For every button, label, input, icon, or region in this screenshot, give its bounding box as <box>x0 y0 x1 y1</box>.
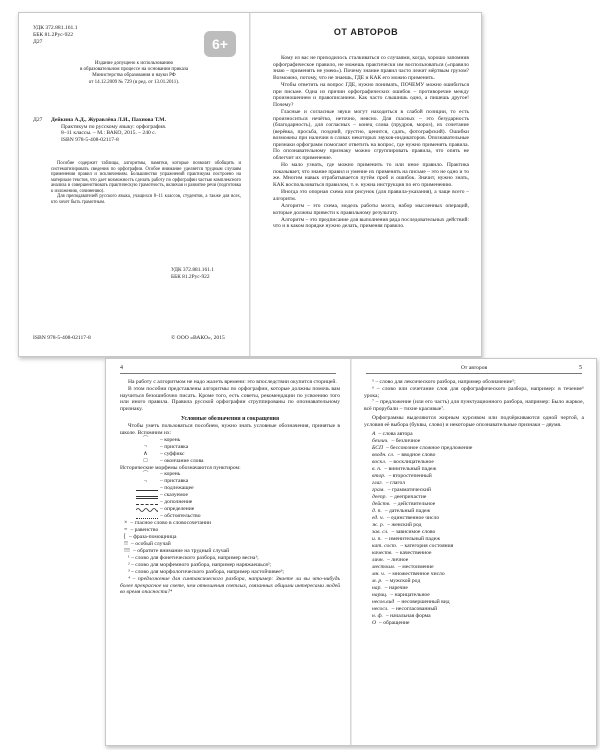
highlight-note: Орфограммы выделяются жирным курсивом или подчёркиваются одной чертой, а условия её выбора (буквы, слово) и некоторые опознавательные признаки – двумя. <box>364 414 584 428</box>
abbreviation-row <box>372 578 584 585</box>
page-number: 4 <box>120 365 123 371</box>
footnote-mark-line: ⁶ – слово или сочетание слов для орфографического разбора, например: в течение⁶ урока; <box>364 385 584 399</box>
legend-item <box>120 437 340 444</box>
legend-label: – суффикс <box>160 450 185 457</box>
top-spread <box>18 12 482 357</box>
abbreviation-row <box>372 620 584 627</box>
syntax-legend <box>120 485 340 520</box>
legend-label: – подлежащее <box>160 485 194 492</box>
bbk-line: ББК 81.2Рус-922 <box>171 273 210 280</box>
abbreviation-definition: – зависимое слово <box>391 528 436 535</box>
abbreviation-row <box>372 550 584 557</box>
suffix-caret-icon: ∧ <box>143 451 148 458</box>
double-exclamation-icon: !! <box>124 541 128 548</box>
preface-paragraph: Алгоритм – это схема, модель работы мозга, набор мысленных операций, которые должны привести к правильному результату. <box>273 203 469 216</box>
abbreviation-row <box>372 452 584 459</box>
legend-lead: Чтобы уметь пользоваться пособием, нужно знать условные обозначения, принятые в школе. Вспомним их: <box>120 422 340 436</box>
legend-heading: Условные обозначения и сокращения <box>180 415 280 422</box>
legend-label: – обстоятельство <box>160 513 201 520</box>
bib-title: Практикум по русскому языку: орфография. <box>61 123 167 130</box>
page-5 <box>352 359 596 745</box>
section-title: ОТ АВТОРОВ <box>333 27 399 37</box>
abbreviation-term: А <box>372 430 376 437</box>
preface-paragraph: Но мало узнать, где можно применить то или иное правило. Практика показывает, что знание правил и умение их применять на письме – это не одно и то же. Многим навык отрабатывается путём проб и ошибок. Значит, нужно знать, КАК воспользоваться правилом, т. е. нужна инструкция по его применению. <box>273 162 469 188</box>
annotation <box>51 161 241 205</box>
ending-box-icon: □ <box>143 458 148 465</box>
footnote-mark-line: ⁷ – предложение (или его часть) для пунктуационного разбора, например: Было жаркое, всё прорубали – тихие красивые⁷. <box>364 399 584 413</box>
legend-label: – дополнение <box>160 499 193 506</box>
page-4 <box>106 359 350 745</box>
abbreviation-definition: – женский род <box>387 521 422 528</box>
udk-line: УДК 372.881.161.1 <box>33 25 78 31</box>
abbreviation-definition: – несовершенный вид <box>397 598 450 605</box>
double-underline-icon <box>136 493 158 499</box>
abbreviation-term: вводн. сл. <box>372 451 395 458</box>
abbreviation-term: н. ф. <box>372 612 383 619</box>
abbreviation-term: действ. <box>372 500 391 507</box>
bib-authors: Дейкина А.Д., Журавлёва Л.И., Пахнова Т.М. <box>51 117 166 123</box>
abbreviation-term: БСП <box>372 444 384 451</box>
footnote-mark-line: ¹ – слово для фонетического разбора, например весна¹; <box>128 555 259 562</box>
abbreviation-definition: – бессоюзное сложное предложение <box>386 444 473 451</box>
abbreviation-definition: – единственное число <box>387 514 440 521</box>
abbreviation-row <box>372 466 584 473</box>
abbreviation-term: воскл. <box>372 458 387 465</box>
legend-item <box>120 485 340 492</box>
abbreviation-row <box>372 445 584 452</box>
approval-line: в образовательном процессе на основании приказа <box>79 67 189 73</box>
udk-line: УДК 372.881.161.1 <box>171 267 214 273</box>
abbreviation-term: местоим. <box>372 563 396 570</box>
abbreviation-row <box>372 438 584 445</box>
abbreviation-row <box>372 564 584 571</box>
abbreviation-row <box>372 585 584 592</box>
legend-item <box>120 471 340 478</box>
page-number: 5 <box>579 365 582 371</box>
triple-exclamation-icon: !!! <box>124 548 130 555</box>
prefix-corner-icon: ¬ <box>143 444 148 451</box>
abbreviation-definition: – глагол <box>385 479 406 486</box>
abbreviation-definition: – дательный падеж <box>384 507 431 514</box>
legend-label: – окончание слова <box>160 457 204 464</box>
abbreviation-definition: – восклицательное <box>389 458 434 465</box>
legend-label: – равенство <box>130 527 159 534</box>
annotation-paragraph: Пособие содержит таблицы, алгоритмы, памятки, которые позволят обобщить и систематизировать сведения по орфографии. Особое внимание уделяется трудным случаям применения правил и исключениям. Большинство упражнений практикума построено на материале текстов, что дает возможность сделать работу по орфографии частью комплексного анализа и совершенствовать практическую грамотность, включая и развитие речи (подготовка к изложению, сочинению). <box>51 161 241 194</box>
legend-label: – гласное слово в словосочетании <box>130 520 212 527</box>
footnote-mark-line: ⁴ – предложение для синтаксического разбора, например: Знаете ли вы что-нибудь более прекрасное на свете, чем отношения светлых, связанных общими интересами людей во время опасности?⁴ <box>120 575 340 596</box>
legend-label: – особый случай <box>131 541 171 548</box>
abbreviation-definition: – винительный падеж <box>384 465 437 472</box>
approval-notice <box>59 61 209 86</box>
preface-paragraph: Чтобы ответить на вопрос ГДЕ, нужно понимать, ПОЧЕМУ можно ошибиться при письме. Одна из причин орфографических ошибок – противоречие между произношением и правописанием. Как часто слышишь одно, а пишешь другое! Почему? <box>273 81 469 108</box>
udk-block <box>33 25 173 46</box>
abbreviation-row <box>372 494 584 501</box>
abbreviation-row <box>372 501 584 508</box>
header-rule <box>366 373 582 374</box>
abbreviation-row <box>372 508 584 515</box>
abbreviation-definition: – мужской род <box>385 577 421 584</box>
intro-paragraph: В этом пособии представлены алгоритмы по орфографии, которые должны помочь вам научиться безошибочно писать. Кроме того, есть советы, рекомендации по усвоению того или иного правила. Правила русской орфографии сгруппированы по опознавательному признаку. <box>120 385 340 413</box>
cross-icon: × <box>124 520 128 527</box>
intro-paragraph: На работу с алгоритмом не надо жалеть времени: это впоследствии окупится сторицей. <box>128 379 337 385</box>
wavy-underline-icon <box>136 507 158 512</box>
dot-dash-underline-icon <box>136 514 158 519</box>
abbreviation-term: глаг. <box>372 479 383 486</box>
abbreviation-row <box>372 459 584 466</box>
abbreviation-term: несосл. <box>372 605 389 612</box>
udk-bottom <box>171 267 249 281</box>
legend-label: – приставка <box>160 478 189 485</box>
footnote-mark-line: ² – слово для морфемного разбора, например наряжаешься²; <box>128 562 272 569</box>
abbreviation-definition: – нарицательное <box>390 591 430 598</box>
abbreviation-term: деепр. <box>372 493 387 500</box>
approval-line: Издание допущено к использованию <box>94 61 174 66</box>
footer-isbn: ISBN 978-5-408-02117-8 <box>33 335 91 341</box>
legend-item <box>120 506 340 513</box>
abbreviation-definition: – вводное слово <box>397 451 436 458</box>
bbk-line: ББК 81.2Рус-922 <box>33 32 73 38</box>
abbreviation-term: личн. <box>372 556 385 563</box>
abbreviation-term: кат. сост. <box>372 542 398 549</box>
abbreviation-term: д. п. <box>372 507 382 514</box>
abbreviation-list <box>364 431 584 627</box>
abbreviation-row <box>372 529 584 536</box>
abbreviation-definition: – несогласованный <box>391 605 438 612</box>
legend-item <box>120 513 340 520</box>
abbreviation-row <box>372 543 584 550</box>
abbreviation-term: безлич. <box>372 437 389 444</box>
abbreviation-term: ед. ч. <box>372 514 385 521</box>
abbreviation-definition: – действительное <box>393 500 436 507</box>
annotation-paragraph: Для преподавателей русского языка, учащихся 8–11 классов, студентов, а также для всех, кто хочет быть грамотным. <box>51 194 241 205</box>
bibliographic-record <box>33 117 243 144</box>
abbreviation-row <box>372 571 584 578</box>
abbreviation-term: втор. <box>372 472 386 479</box>
abbreviation-term: в. п. <box>372 465 382 472</box>
legend-item <box>120 492 340 499</box>
abbreviation-definition: – второстепенный <box>388 472 432 479</box>
abbreviation-definition: – начальная форма <box>385 612 431 619</box>
abbreviation-definition: – наречие <box>384 584 408 591</box>
abbreviation-row <box>372 480 584 487</box>
legend-item <box>120 478 340 485</box>
abbreviation-definition: – обращение <box>379 619 410 626</box>
abbreviation-term: зав. сл. <box>372 528 389 535</box>
imprint-page <box>19 13 249 356</box>
root-arc-icon: ⌒ <box>142 437 149 444</box>
bottom-spread <box>105 358 597 746</box>
abbreviation-row <box>372 431 584 438</box>
approval-line: Министерства образования и науки РФ <box>92 73 176 79</box>
legend-label: – корень <box>160 436 181 443</box>
abbreviation-definition: – местоимение <box>398 563 434 570</box>
header-rule <box>120 373 336 374</box>
legend-label: – приставка <box>160 443 189 450</box>
preface-paragraph: Алгоритм – это предписание для выполнения ряда последовательных действий: что и в каком порядке нужно делать, применяя правило. <box>273 216 469 230</box>
legend-label: – определение <box>160 506 195 513</box>
legend-label: – корень <box>160 471 181 478</box>
legend-label: – фраза-помощница <box>129 534 177 541</box>
bib-code: Д27 <box>33 117 43 123</box>
dotted-root-icon: ⌒ <box>142 471 149 478</box>
legend-item <box>120 444 340 451</box>
abbreviation-definition: – деепричастие <box>389 493 427 500</box>
bib-edition: 8–11 классы. – М.: ВАКО, 2015. – 240 с. <box>61 130 157 137</box>
footnote-mark-line: ⁵ – слово для лексического разбора, например обозначение⁵; <box>372 379 516 385</box>
abbreviation-term: мн. ч. <box>372 570 386 577</box>
abbreviation-term: грам. <box>372 486 385 493</box>
age-rating-badge: 6+ <box>204 31 236 57</box>
abbreviation-row <box>372 487 584 494</box>
legend-label: – сказуемое <box>160 492 188 499</box>
other-legend <box>120 520 340 555</box>
abbreviation-term: нариц. <box>372 591 388 598</box>
author-mark: Д27 <box>33 39 43 45</box>
dotted-intro: Исторические морфемы обозначаются пунктиром: <box>120 464 241 471</box>
page-4-column <box>120 379 340 596</box>
abbreviation-term: нар. <box>372 584 382 591</box>
footnote-mark-line: ³ – слово для морфологического разбора, например настойчивее³; <box>128 568 284 575</box>
abbreviation-definition: – именительный падеж <box>384 535 441 542</box>
running-head: От авторов <box>460 365 488 371</box>
preface-paragraph: Иногда это опорная схема или рисунок (для правила-указания), а чаще всего – алгоритм. <box>273 189 469 202</box>
abbreviation-definition: – безличное <box>391 437 421 444</box>
abbreviation-term: О <box>372 619 377 626</box>
bib-isbn: ISBN 978-5-408-02117-8 <box>61 136 119 143</box>
abbreviation-definition: – множественное число <box>388 570 445 577</box>
abbreviation-term: качеств. <box>372 549 393 556</box>
abbreviation-row <box>372 557 584 564</box>
abbreviation-row <box>372 613 584 620</box>
abbreviation-term: м. р. <box>372 577 383 584</box>
abbreviation-row <box>372 515 584 522</box>
bracket-icon: [ <box>124 534 126 541</box>
abbreviation-row <box>372 606 584 613</box>
abbreviation-row <box>372 522 584 529</box>
morpheme-legend <box>120 437 340 465</box>
preface-paragraph: Кому из вас не приходилось сталкиваться со случаями, когда, хорошо запомнив орфографическое правило, не можешь практически им воспользоваться («правило знаю – применять не умею»). Почему знание правил часто лежит мёртвым грузом? Возможно, потому, что не знаешь, ГДЕ и КАК его можно применить. <box>273 55 469 81</box>
footer-copyright: © ООО «ВАКО», 2015 <box>171 335 225 341</box>
abbreviation-row <box>372 536 584 543</box>
legend-item <box>120 451 340 458</box>
single-underline-icon <box>136 486 158 491</box>
legend-item <box>120 458 340 465</box>
abbreviation-row <box>372 599 584 606</box>
abbreviation-definition: – личное <box>387 556 409 563</box>
abbreviation-definition: – качественное <box>395 549 432 556</box>
dashed-underline-icon <box>136 500 158 505</box>
legend-item <box>120 520 340 527</box>
abbreviation-row <box>372 592 584 599</box>
abbreviation-definition: – слова автора <box>378 430 413 437</box>
preface-text <box>273 55 469 231</box>
preface-paragraph: Гласные и согласные звуки могут находиться в слабой позиции, то есть произноситься нечётко, неточно, неясно. Для гласных – это безударность (благодарность), для согласных – конец слова (прудров, мороз), их сочетание (верёвка, просьба, поздний, грустно, ценится, сдать, фотографский). Ошибки возможны при наличии в словах некоторых звуков-индикаторов. Опознавательные признаки орфограмм помогают ответить на вопрос, где нужно применять правила. По опознавательному признаку можно сгруппировать правила, что опять не облегчит их применение. <box>273 108 469 161</box>
legend-item <box>120 499 340 506</box>
approval-line: от 14.12.2009 № 729 (в ред. от 13.01.2011). <box>88 79 180 85</box>
abbreviation-definition: – категория состояния <box>400 542 454 549</box>
legend-label: – обратите внимание на трудный случай <box>133 548 230 555</box>
abbreviation-term: и. п. <box>372 535 382 542</box>
page-5-column <box>364 379 584 627</box>
abbreviation-row <box>372 473 584 480</box>
equals-icon: = <box>124 527 128 534</box>
abbreviation-term: несов.вид <box>372 598 395 605</box>
abbreviation-term: ж. р. <box>372 521 385 528</box>
abbreviation-definition: – грамматический <box>387 486 431 493</box>
preface-page <box>251 13 481 356</box>
dotted-prefix-icon: ¬ <box>143 478 148 485</box>
